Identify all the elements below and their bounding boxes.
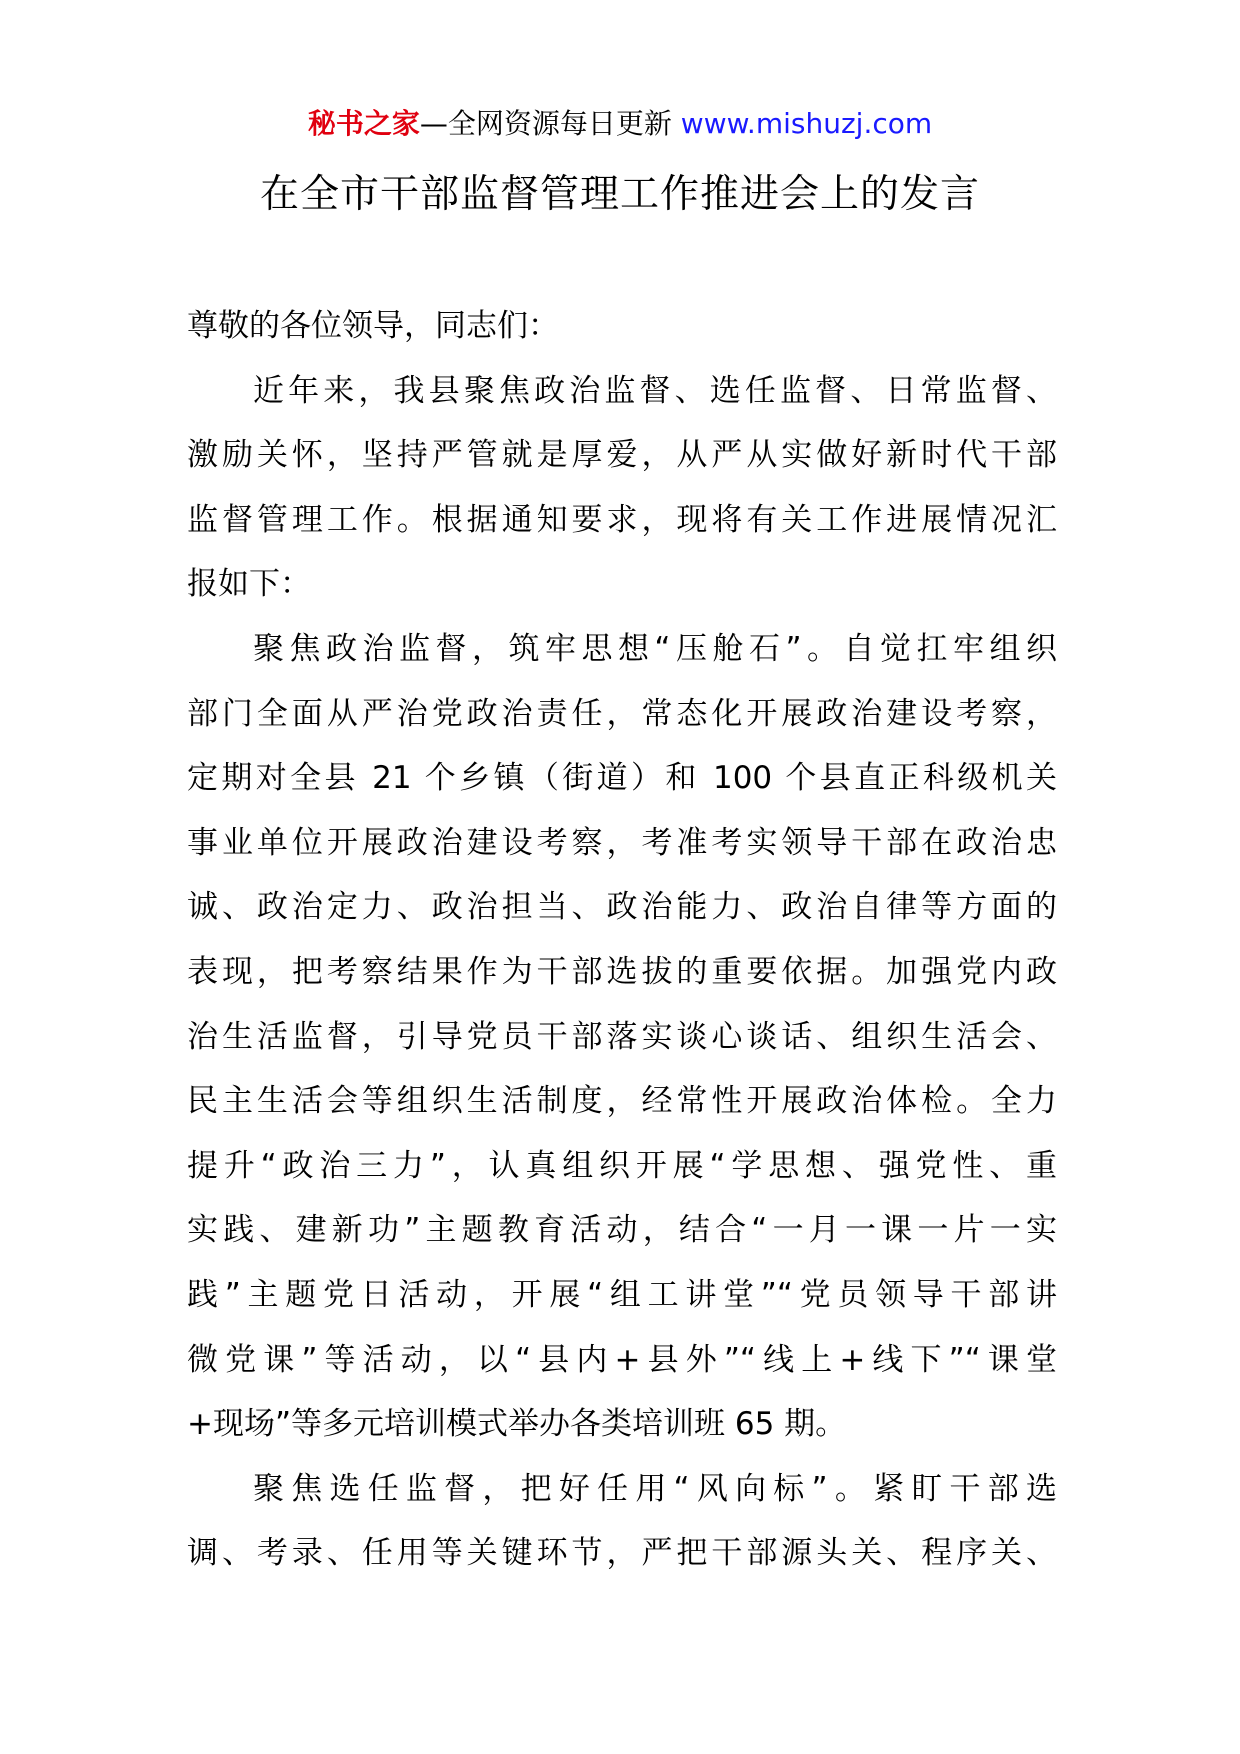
- paragraph-line: 近年来，我县聚焦政治监督、选任监督、日常监督、: [253, 372, 1057, 409]
- paragraph-line: 民主生活会等组织生活制度，经常性开展政治体检。全力: [187, 1083, 1057, 1120]
- paragraph-line: 聚焦政治监督，筑牢思想“压舱石”。自觉扛牢组织: [253, 630, 1057, 667]
- paragraph-line: 聚焦选任监督，把好任用“风向标”。紧盯干部选: [253, 1470, 1057, 1507]
- document-body: [187, 294, 1057, 1586]
- paragraph-line: 定期对全县 21 个乡镇（街道）和 100 个县直正科级机关: [187, 760, 1057, 797]
- paragraph-line: 微党课”等活动，以“县内+县外”“线上+线下”“课堂: [187, 1341, 1057, 1378]
- paragraph-line: 事业单位开展政治建设考察，考准考实领导干部在政治忠: [187, 824, 1057, 861]
- header-tagline: —全网资源每日更新: [419, 107, 672, 140]
- paragraph-line: 治生活监督，引导党员干部落实谈心谈话、组织生活会、: [187, 1018, 1057, 1055]
- site-url-link[interactable]: www.mishuzj.com: [680, 107, 933, 140]
- paragraph-line: 报如下：: [187, 566, 311, 603]
- paragraph-line: 诚、政治定力、政治担当、政治能力、政治自律等方面的: [187, 889, 1057, 926]
- paragraph-line: 调、考录、任用等关键环节，严把干部源头关、程序关、: [187, 1535, 1057, 1572]
- brand-name: 秘书之家: [307, 107, 420, 140]
- paragraph-line: 表现，把考察结果作为干部选拔的重要依据。加强党内政: [187, 953, 1057, 990]
- paragraph-line: 部门全面从严治党政治责任，常态化开展政治建设考察，: [187, 695, 1057, 732]
- document-title: 在全市干部监督管理工作推进会上的发言: [259, 172, 980, 217]
- paragraph-line: 实践、建新功”主题教育活动，结合“一月一课一片一实: [187, 1212, 1057, 1249]
- paragraph-line: 激励关怀，坚持严管就是厚爱，从严从实做好新时代干部: [187, 437, 1057, 474]
- paragraph-line: 监督管理工作。根据通知要求，现将有关工作进展情况汇: [187, 501, 1057, 538]
- site-header: [0, 104, 1240, 144]
- salutation: 尊敬的各位领导，同志们：: [187, 308, 559, 344]
- paragraph-line: 提升“政治三力”，认真组织开展“学思想、强党性、重: [187, 1147, 1057, 1184]
- paragraph-line: +现场”等多元培训模式举办各类培训班 65 期。: [187, 1406, 847, 1443]
- paragraph-line: 践”主题党日活动，开展“组工讲堂”“党员领导干部讲: [187, 1276, 1057, 1313]
